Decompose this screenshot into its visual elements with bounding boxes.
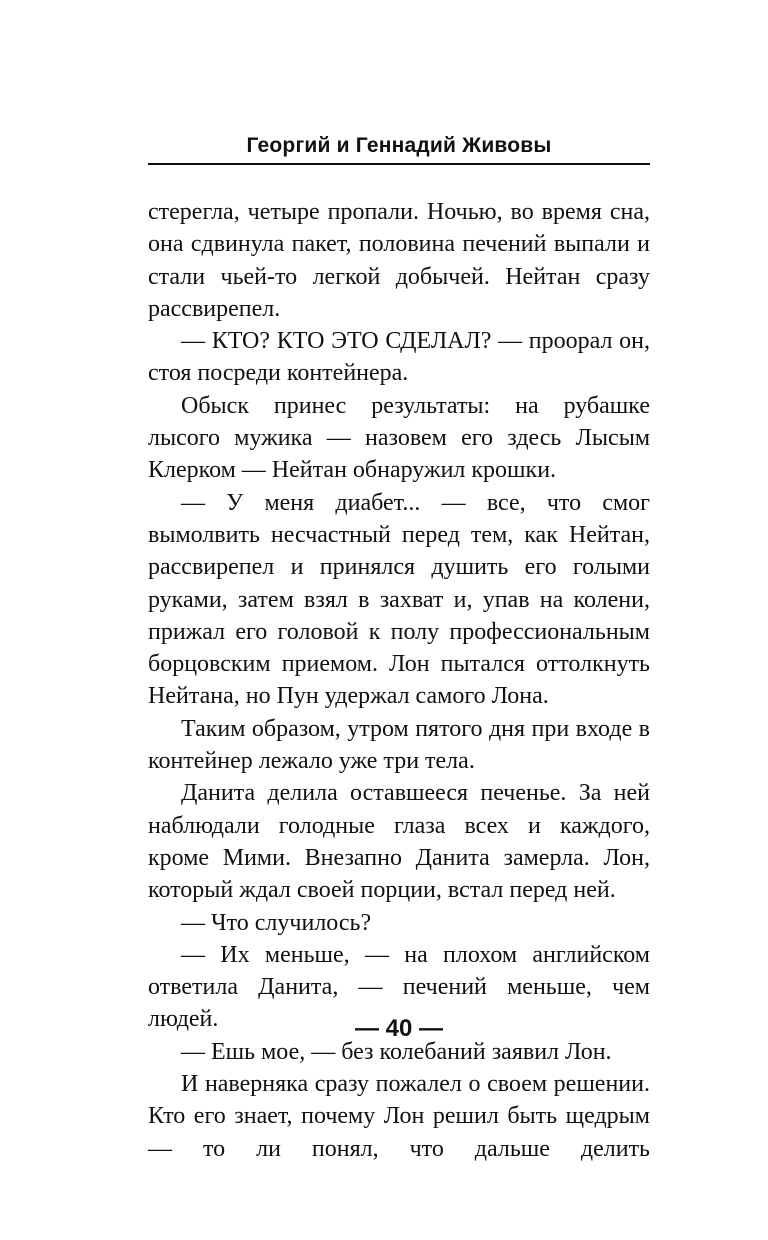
page-number: — 40 — — [354, 1015, 444, 1042]
paragraph: И наверняка сразу пожалел о своем решении. Кто его знает, почему Лон решил быть щедрым — то ли понял, что дальше делить — [148, 1071, 650, 1162]
running-header-authors: Георгий и Геннадий Живовы — [246, 134, 552, 157]
paragraph: Данита делила оставшееся печенье. За ней наблюдали голодные глаза всех и каждого, кроме Мими. Внезапно Данита замерла. Лон, который ждал своей порции, встал перед ней. — [148, 780, 650, 904]
paragraph: — Что случилось? — [181, 909, 372, 936]
paragraph: Обыск принес результаты: на рубашке лысого мужика — назовем его здесь Лысым Клерком — Нейтан обнаружил крошки. — [148, 392, 650, 484]
paragraph: — У меня диабет... — все, что смог вымолвить несчастный перед тем, как Нейтан, рассвирепел и принялся душить его голыми руками, затем взял в захват и, упав на колени, прижал его головой к полу профессиональным борцовским приемом. Лон пытался оттолкнуть Нейтана, но Пун удержал самого Лона. — [148, 489, 650, 710]
paragraph: — КТО? КТО ЭТО СДЕЛАЛ? — проорал он, стоя посреди контейнера. — [148, 328, 650, 387]
header-divider — [148, 163, 650, 165]
paragraph: — Ешь мое, — без колебаний заявил Лон. — [181, 1038, 612, 1065]
paragraph: стерегла, четыре пропали. Ночью, во время сна, она сдвинула пакет, половина печений выпали и стали чьей-то легкой добычей. Нейтан сразу рассвирепел. — [148, 199, 650, 322]
paragraph: — Их меньше, — на плохом английском ответила Данита, — печений меньше, чем людей. — [148, 941, 650, 1033]
paragraph: Таким образом, утром пятого дня при входе в контейнер лежало уже три тела. — [148, 715, 650, 775]
